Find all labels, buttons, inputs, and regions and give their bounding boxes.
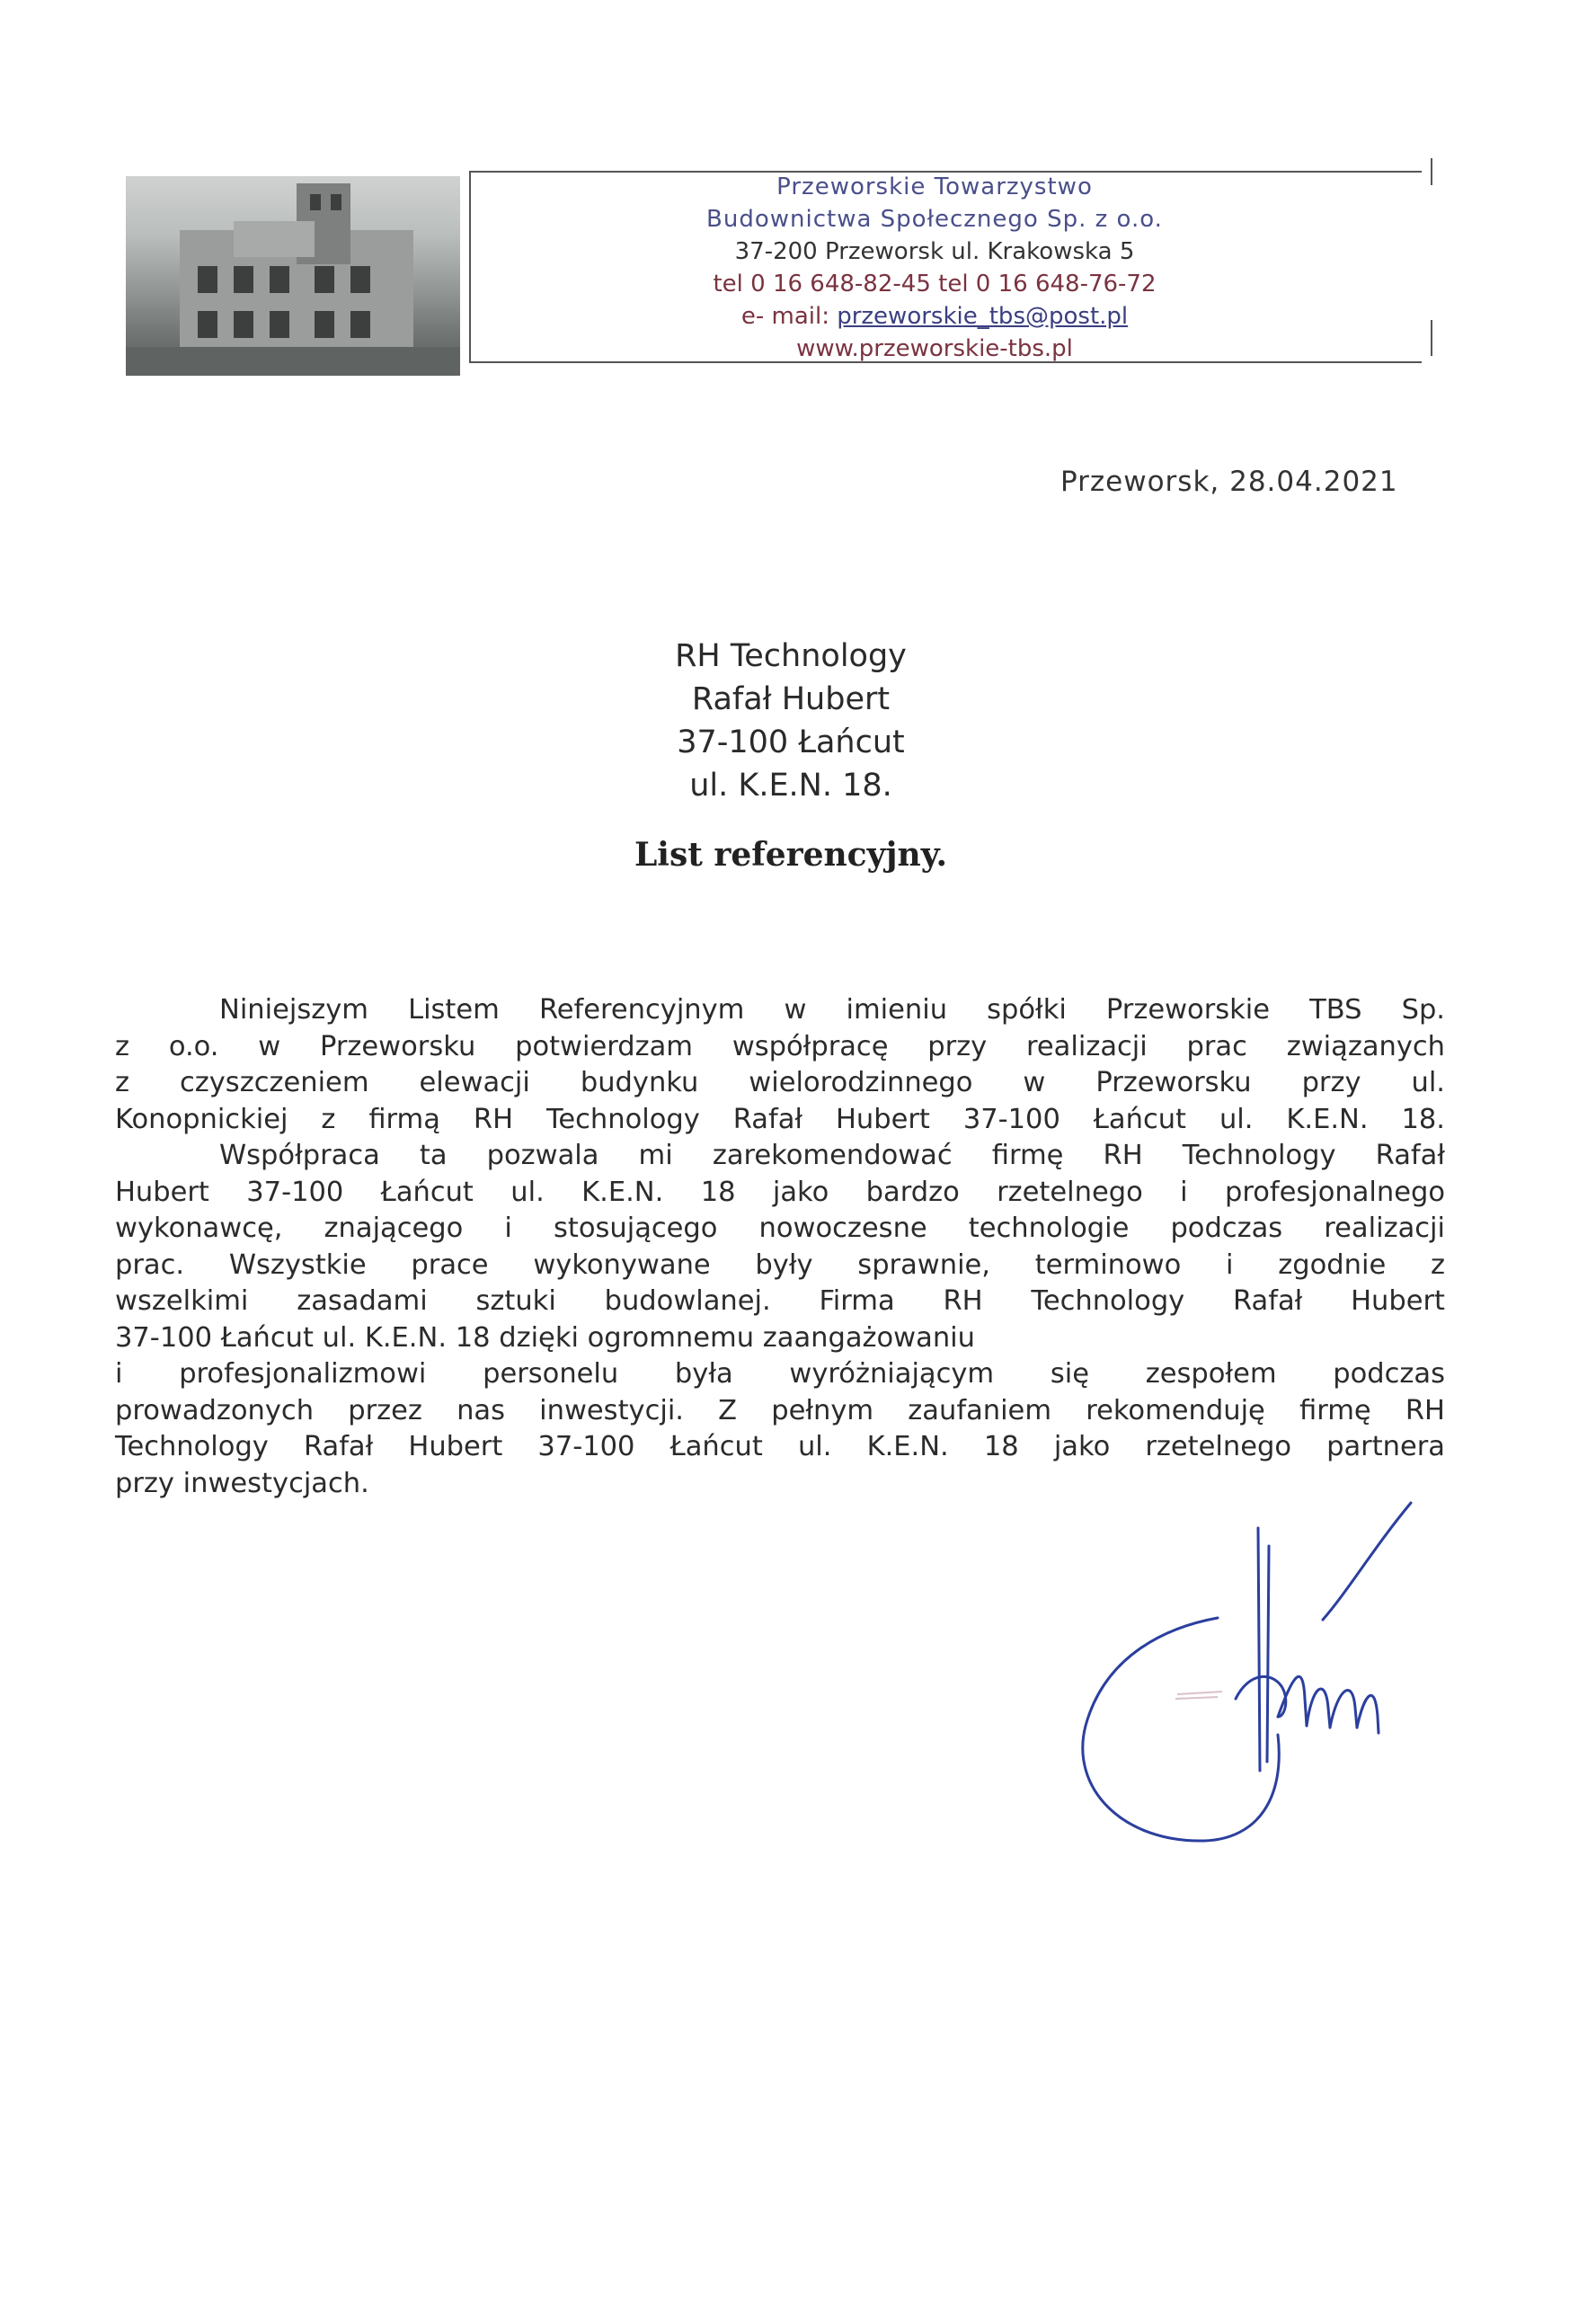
company-name-line2: Budownictwa Społecznego Sp. z o.o. xyxy=(706,206,1163,233)
company-email-line xyxy=(539,300,1330,333)
company-website[interactable]: www.przeworskie-tbs.pl xyxy=(796,335,1073,362)
company-address: 37-200 Przeworsk ul. Krakowska 5 xyxy=(734,238,1135,265)
body-line: Współpraca ta pozwala mi zarekomendować firmę RH Technology Rafał xyxy=(219,1140,1445,1171)
letter-date: Przeworsk, 28.04.2021 xyxy=(1060,466,1398,498)
body-line: Konopnickiej z firmą RH Technology Rafał Hubert 37-100 Łańcut ul. K.E.N. 18. xyxy=(115,1103,1445,1135)
body-line: Technology Rafał Hubert 37-100 Łańcut ul. K.E.N. 18 jako rzetelnego partnera xyxy=(115,1431,1445,1462)
body-line: i profesjonalizmowi personelu była wyróżniającym się zespołem podczas xyxy=(115,1358,1445,1390)
recipient-street: ul. K.E.N. 18. xyxy=(689,768,892,804)
body-line: wszelkimi zasadami sztuki budowlanej. Firma RH Technology Rafał Hubert xyxy=(115,1285,1445,1317)
body-line: prowadzonych przez nas inwestycji. Z pełnym zaufaniem rekomenduję firmę RH xyxy=(115,1394,1445,1426)
recipient-block xyxy=(575,635,1006,807)
body-line: wykonawcę, znającego i stosującego nowoczesne technologie podczas realizacji xyxy=(115,1213,1445,1244)
email-label: e- mail: xyxy=(740,303,829,330)
body-line: Hubert 37-100 Łańcut ul. K.E.N. 18 jako bardzo rzetelnego i profesjonalnego xyxy=(115,1176,1445,1208)
company-name-line1: Przeworskie Towarzystwo xyxy=(776,173,1093,200)
company-email[interactable]: przeworskie_tbs@post.pl xyxy=(837,303,1129,330)
letterhead-building-photo xyxy=(126,176,460,376)
body-line: z o.o. w Przeworsku potwierdzam współpracę przy realizacji prac związanych xyxy=(115,1030,1445,1062)
company-phones: tel 0 16 648-82-45 tel 0 16 648-76-72 xyxy=(713,271,1157,298)
recipient-company: RH Technology xyxy=(675,638,907,674)
body-line: 37-100 Łańcut ul. K.E.N. 18 dzięki ogromnemu zaangażowaniu xyxy=(115,1321,975,1354)
letterhead-text xyxy=(539,171,1330,365)
letter-body xyxy=(115,992,1445,1502)
recipient-person: Rafał Hubert xyxy=(691,681,891,717)
body-line: Niniejszym Listem Referencyjnym w imieniu spółki Przeworskie TBS Sp. xyxy=(219,994,1445,1026)
body-line: z czyszczeniem elewacji budynku wielorodzinnego w Przeworsku przy ul. xyxy=(115,1067,1445,1098)
recipient-city: 37-100 Łańcut xyxy=(677,724,905,760)
body-line: przy inwestycjach. xyxy=(115,1467,369,1499)
letter-subject: List referencyjny. xyxy=(634,836,948,874)
body-line: prac. Wszystkie prace wykonywane były sprawnie, terminowo i zgodnie z xyxy=(115,1248,1445,1281)
handwritten-signature xyxy=(1069,1492,1465,1852)
